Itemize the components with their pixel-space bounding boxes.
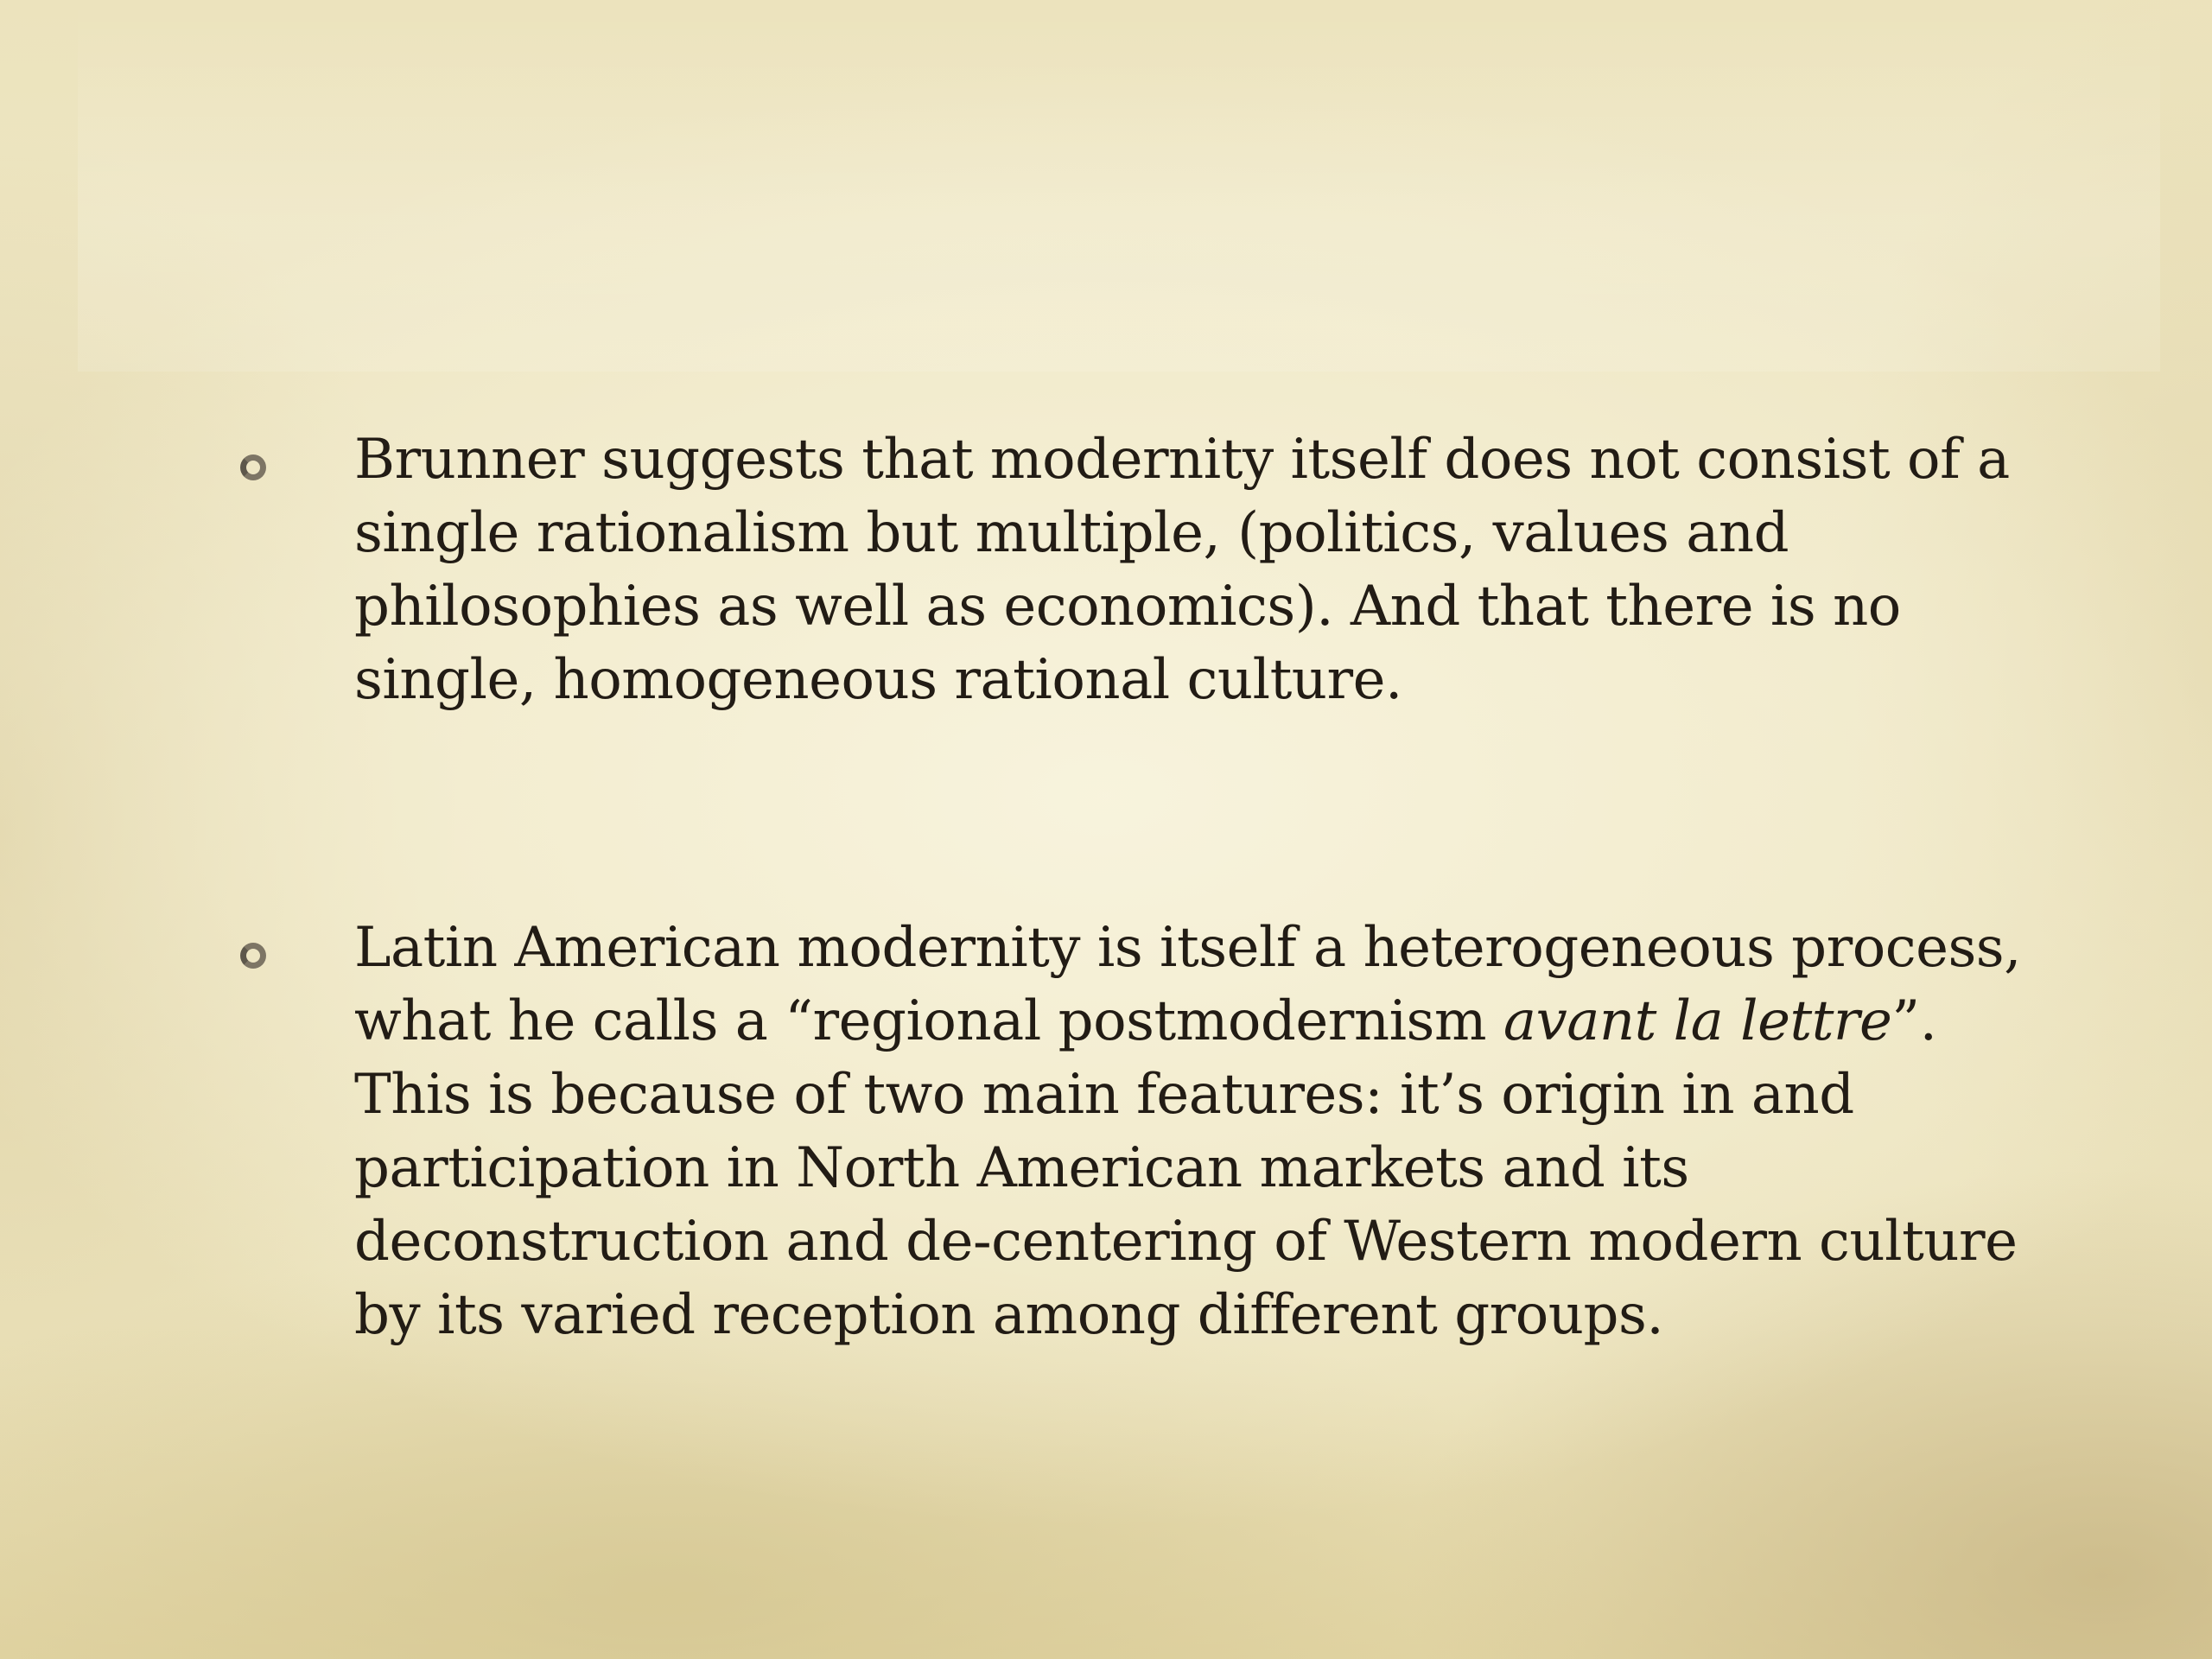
bullet-2-line-2	[354, 985, 2048, 1058]
hollow-circle-bullet-icon	[240, 454, 266, 480]
bullet-1-line-1: Brunner suggests that modernity itself does not consist of a	[354, 428, 2010, 492]
bullet-1-line-4: single, homogeneous rational culture.	[354, 648, 1402, 712]
bullet-2-line-2-post: ”.	[1891, 989, 1937, 1053]
bullet-2-line-6: by its varied reception among different groups.	[354, 1283, 1664, 1347]
bullet-1-line-3: philosophies as well as economics). And that there is no	[354, 575, 1901, 639]
italic-term: avant la lettre	[1503, 989, 1892, 1053]
bullet-2-line-5: deconstruction and de-centering of Western modern culture	[354, 1210, 2018, 1274]
bullet-2-line-2-pre: what he calls a “regional postmodernism	[354, 989, 1503, 1053]
bullet-2-line-1: Latin American modernity is itself a heterogeneous process,	[354, 916, 2021, 980]
bullet-1-line-2: single rationalism but multiple, (politics, values and	[354, 501, 1789, 565]
bullet-2-line-4: participation in North American markets and its	[354, 1136, 1689, 1200]
bullet-text-2	[354, 912, 2048, 1352]
hollow-circle-bullet-icon	[240, 943, 266, 969]
bullet-text-1	[354, 423, 2048, 717]
bullet-2-line-3: This is because of two main features: it’s origin in and	[354, 1063, 1854, 1127]
